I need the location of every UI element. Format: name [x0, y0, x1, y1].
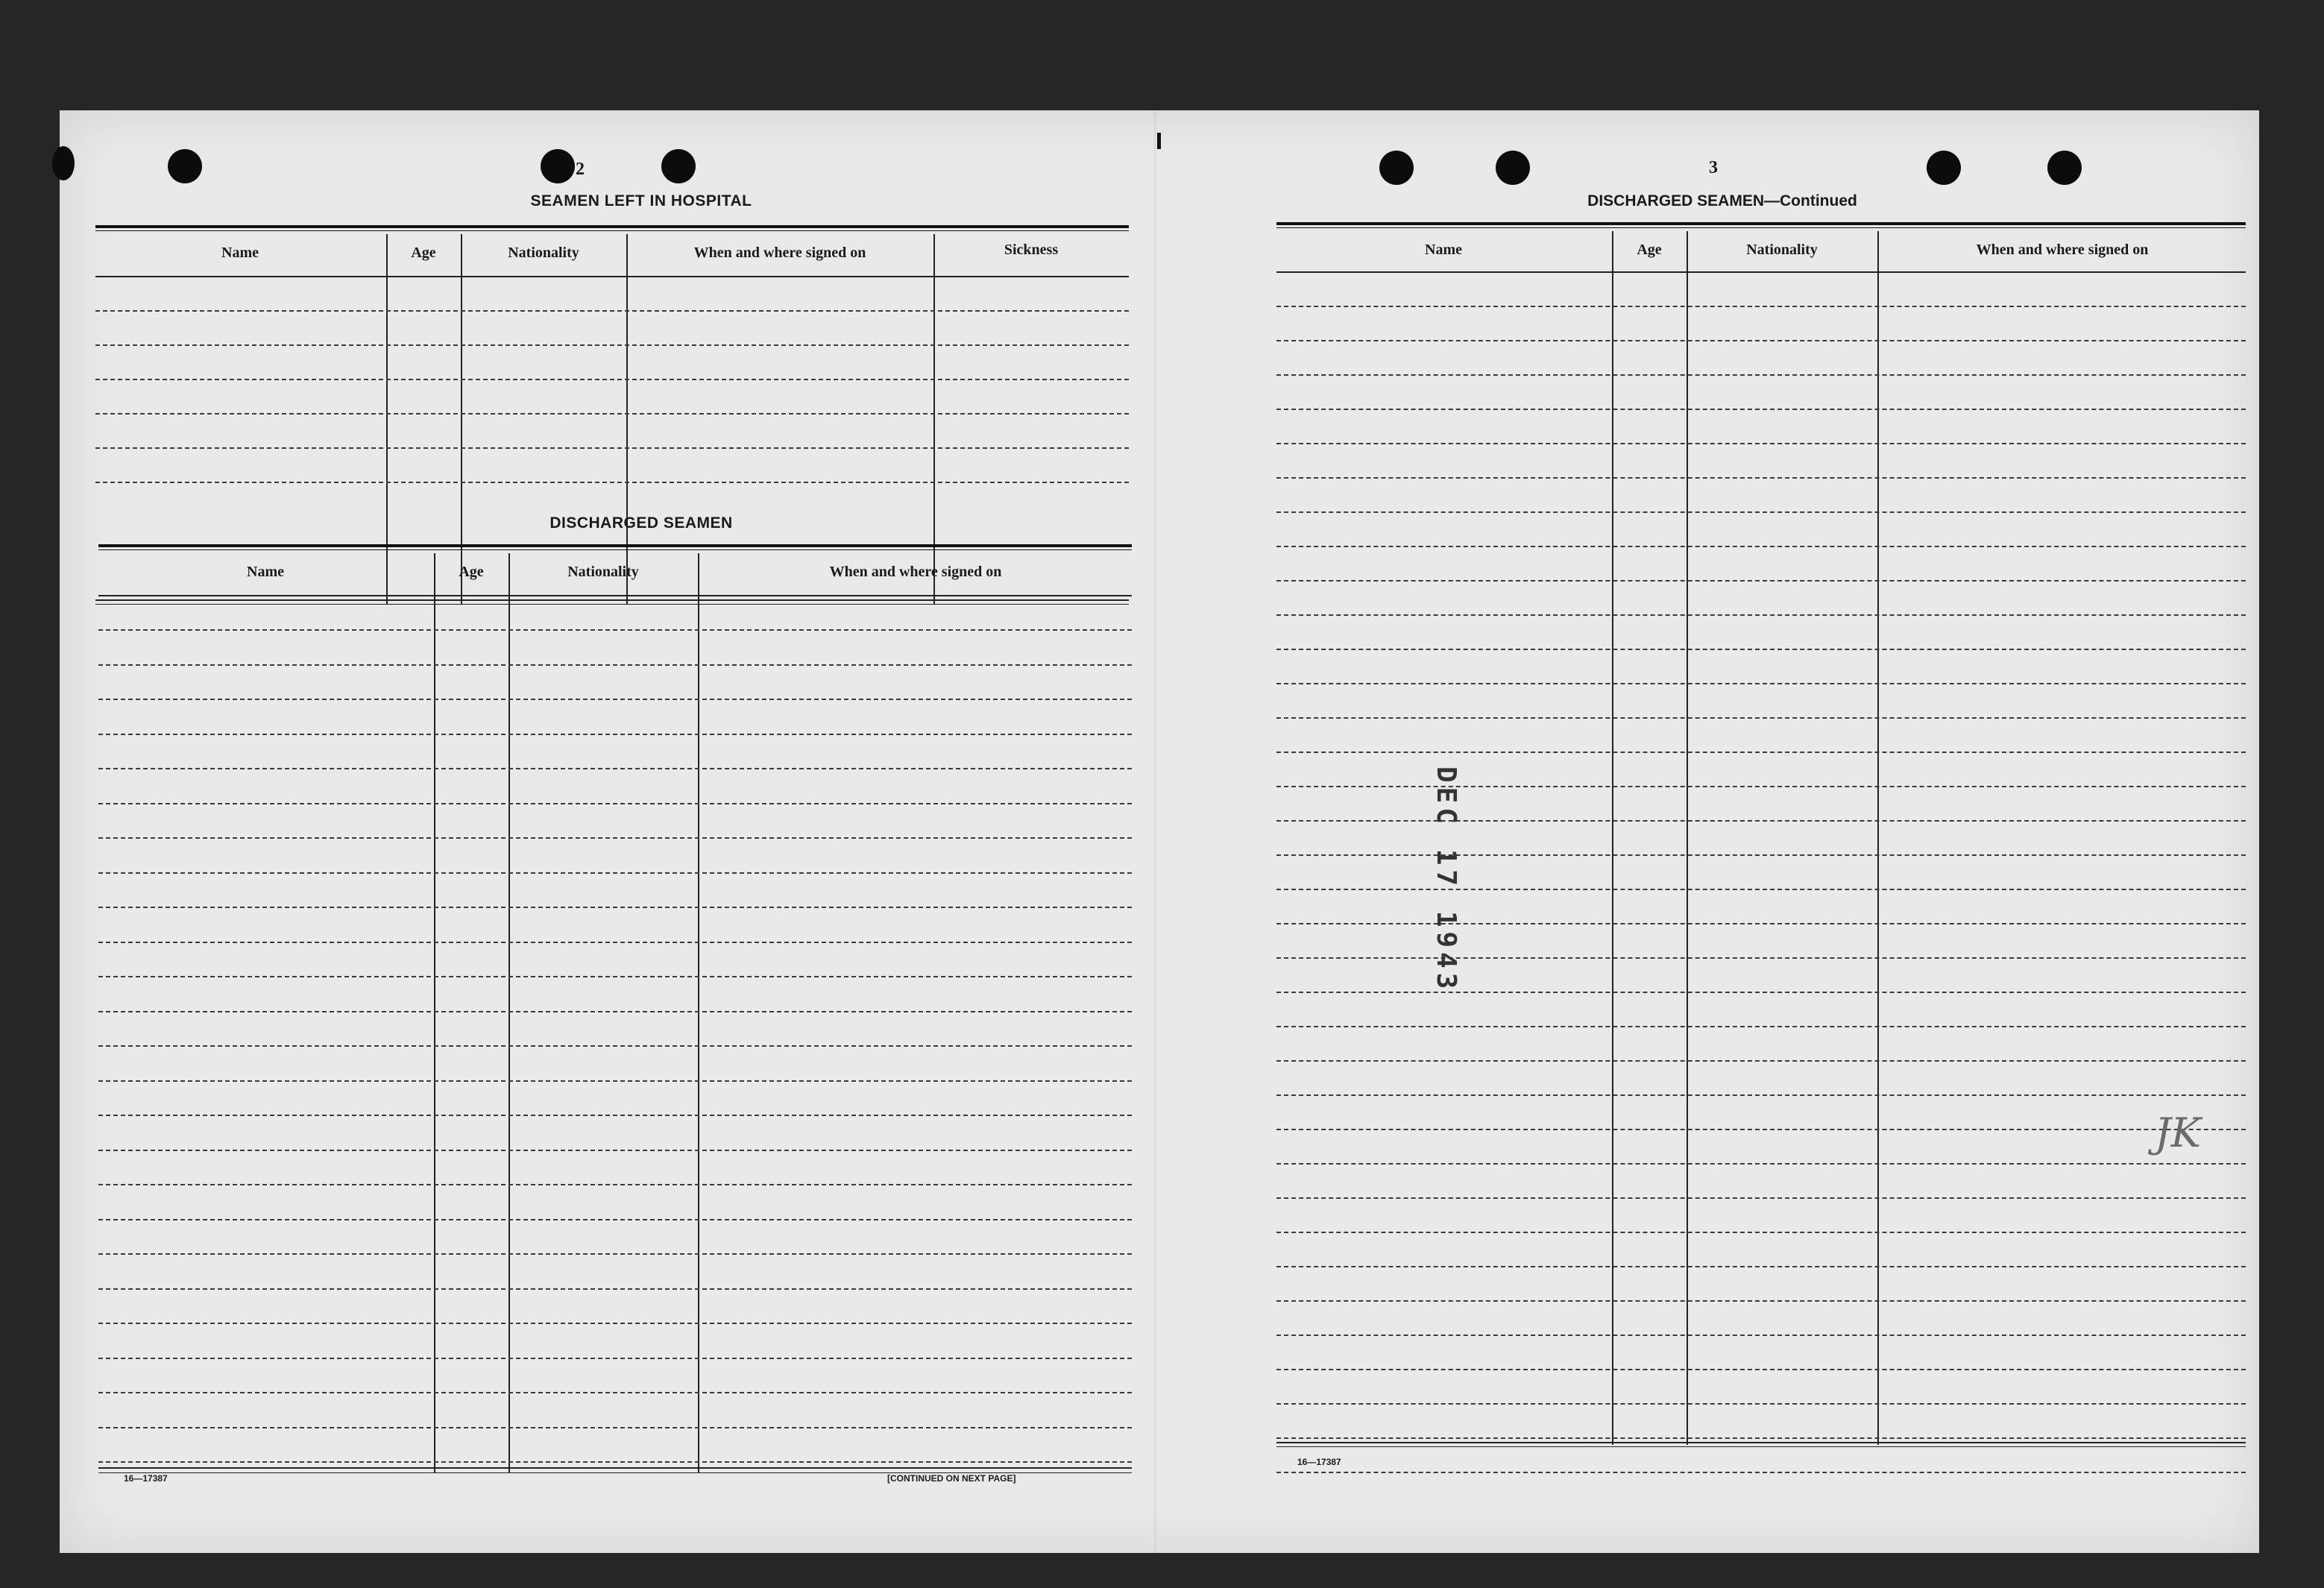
ruled-row-line [1276, 854, 2246, 856]
col-header-name: Name [1425, 242, 1462, 258]
ruled-row-line [1276, 889, 2246, 890]
ruled-row-line [98, 976, 1132, 977]
ruled-row-line [98, 872, 1132, 874]
ruled-row-line [98, 1115, 1132, 1116]
ruled-row-line [98, 837, 1132, 839]
ruled-row-line [1276, 614, 2246, 616]
ruled-row-line [98, 699, 1132, 700]
ruled-row-line [98, 1011, 1132, 1012]
ruled-row-line [98, 1392, 1132, 1393]
ruled-row-line [1276, 443, 2246, 444]
discharged-continued-title: DISCHARGED SEAMEN—Continued [1587, 192, 1857, 209]
col-header-when-where: When and where signed on [829, 564, 1002, 580]
punch-hole [541, 149, 575, 183]
punch-hole [661, 149, 696, 183]
ruled-row-line [1276, 786, 2246, 787]
col-header-nationality: Nationality [508, 245, 579, 261]
ruled-row-line [1276, 1335, 2246, 1336]
col-header-age: Age [1637, 242, 1662, 258]
ruled-row-line [1276, 1026, 2246, 1027]
ruled-row-line [1276, 1060, 2246, 1062]
ruled-row-line [1276, 1403, 2246, 1405]
col-header-name: Name [221, 245, 259, 261]
ruled-row-line [1276, 923, 2246, 924]
punch-hole [2047, 151, 2082, 185]
ruled-row-line [98, 1184, 1132, 1185]
ruled-row-line [98, 1427, 1132, 1428]
col-header-when-where: When and where signed on [1976, 242, 2149, 258]
discharged-section-title: DISCHARGED SEAMEN [549, 514, 733, 532]
ruled-row-line [1276, 306, 2246, 307]
punch-hole [1496, 151, 1530, 185]
ruled-row-line [1276, 1472, 2246, 1473]
ruled-row-line [98, 803, 1132, 804]
form-code: 16—17387 [124, 1473, 168, 1484]
ruled-row-line [98, 907, 1132, 908]
ruled-row-line [1276, 409, 2246, 410]
ruled-row-line [1276, 649, 2246, 650]
ruled-row-line [98, 1323, 1132, 1324]
ruled-row-line [1276, 957, 2246, 959]
punch-hole [1927, 151, 1961, 185]
right-page [1156, 110, 2259, 1553]
ruled-row-line [95, 482, 1129, 483]
ruled-row-line [1276, 340, 2246, 341]
punch-hole [168, 149, 202, 183]
ruled-row-line [1276, 1094, 2246, 1096]
ruled-row-line [1276, 580, 2246, 582]
form-code: 16—17387 [1297, 1457, 1341, 1467]
left-page [60, 110, 1156, 1553]
page-number: 2 [576, 160, 585, 179]
ruled-row-line [1276, 1300, 2246, 1302]
col-header-when-where: When and where signed on [693, 245, 866, 261]
ruled-row-line [98, 629, 1132, 631]
ruled-row-line [1276, 1129, 2246, 1130]
ruled-row-line [95, 379, 1129, 380]
ruled-row-line [98, 942, 1132, 943]
ruled-row-line [1276, 683, 2246, 684]
ink-mark [1157, 133, 1161, 149]
ruled-row-line [1276, 1232, 2246, 1233]
col-header-sickness: Sickness [1004, 242, 1059, 258]
ruled-row-line [98, 1288, 1132, 1290]
ruled-row-line [1276, 374, 2246, 376]
ruled-row-line [1276, 511, 2246, 513]
ruled-row-line [1276, 820, 2246, 822]
ruled-row-line [98, 1219, 1132, 1220]
col-header-nationality: Nationality [567, 564, 639, 580]
ruled-row-line [95, 310, 1129, 312]
ruled-row-line [95, 447, 1129, 449]
ruled-row-line [1276, 1437, 2246, 1439]
ruled-row-line [98, 1150, 1132, 1151]
ruled-row-line [1276, 1163, 2246, 1165]
col-header-age: Age [459, 564, 484, 580]
ruled-row-line [1276, 752, 2246, 753]
punch-hole-edge [52, 146, 75, 180]
ruled-row-line [1276, 477, 2246, 479]
ruled-row-line [98, 1358, 1132, 1359]
ruled-row-line [98, 664, 1132, 666]
ruled-row-line [1276, 1369, 2246, 1370]
ruled-row-line [1276, 1197, 2246, 1199]
ruled-row-line [1276, 992, 2246, 993]
ruled-row-line [98, 1045, 1132, 1047]
ruled-row-line [1276, 1266, 2246, 1267]
ruled-row-line [98, 1080, 1132, 1082]
handwritten-initials: JK [2155, 1109, 2201, 1156]
col-header-age: Age [411, 245, 436, 261]
discharged-table [98, 544, 1132, 1472]
ruled-row-line [98, 768, 1132, 769]
ruled-row-line [95, 413, 1129, 415]
ruled-row-line [98, 1461, 1132, 1463]
ruled-row-line [1276, 546, 2246, 547]
ruled-row-line [98, 734, 1132, 735]
hospital-section-title: SEAMEN LEFT IN HOSPITAL [530, 192, 752, 209]
col-header-name: Name [247, 564, 284, 580]
ruled-row-line [98, 1253, 1132, 1255]
page-number: 3 [1709, 158, 1718, 177]
continued-note: [CONTINUED ON NEXT PAGE] [887, 1473, 1016, 1484]
col-header-nationality: Nationality [1746, 242, 1818, 258]
ruled-row-line [95, 344, 1129, 346]
punch-hole [1379, 151, 1414, 185]
date-stamp: DEC 17 1943 [1431, 766, 1461, 994]
document-sheet [60, 110, 2259, 1553]
discharged-continued-table [1276, 222, 2246, 1445]
ruled-row-line [1276, 717, 2246, 719]
